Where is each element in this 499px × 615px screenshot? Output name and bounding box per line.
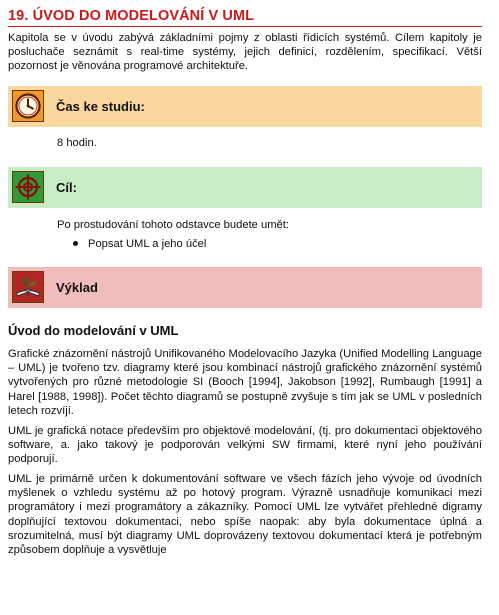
section-paragraph-1: Grafické znázornění nástrojů Unifikovaného Modelovacího Jazyka (Unified Modelling Language – UML) je tvořeno tzv. diagramy které jsou kombinací nástrojů grafického znázornění systémů vytvořených pro různé metodologie SI (Booch [1994], Jakobson [1992], Rumbaugh [1991] a Harel [1988, 1998]). Počet těchto diagramů se postupně zvyšuje s tím jak se UML v posledních letech rozvíjí.: [8, 348, 482, 417]
study-time-band: [8, 86, 482, 127]
section-paragraph-2: UML je grafická notace především pro objektové modelování, (tj. pro dokumentaci objektového software, a. jako takový je podporován velkými SW firmami, které nyní jeho používání podporují.: [8, 425, 482, 466]
chapter-title: 19. ÚVOD DO MODELOVÁNÍ V UML: [8, 8, 255, 24]
section-heading: Úvod do modelování v UML: [8, 323, 179, 338]
explanation-label: Výklad: [56, 280, 98, 295]
chapter-intro: Kapitola se v úvodu zabývá základními pojmy z oblasti řídicích systémů. Cílem kapitoly je posluchače seznámit s real-time systémy, jejich definicí, rozdělením, specifikací. Větší pozornost je věnována programové architektuře.: [8, 32, 482, 73]
goal-band: [8, 167, 482, 208]
study-time-label: Čas ke studiu:: [56, 99, 145, 114]
study-time-value: 8 hodin.: [57, 137, 97, 149]
goal-list-item: [73, 238, 206, 250]
bullet-icon: [73, 241, 78, 246]
goal-intro: Po prostudování tohoto odstavce budete umět:: [57, 219, 289, 231]
goal-item-text: Popsat UML a jeho účel: [88, 238, 207, 250]
clock-icon: [12, 90, 44, 122]
goal-label: Cíl:: [56, 180, 77, 195]
explanation-band: [8, 267, 482, 308]
title-rule: [8, 26, 482, 27]
target-icon: [12, 171, 44, 203]
book-icon: [12, 271, 44, 303]
section-paragraph-3: UML je primárně určen k dokumentování software ve všech fázích jeho vývoje od úvodních myšlenek o vzhledu systému až po hotový program. Výrazně usnadňuje komunikaci mezi programátory i mezi programátory a zákazníky. Pomocí UML lze vytvářet přehledné digramy doplňující textovou dokumentaci, nebo spíše naopak: aby byla dokumentace úplná a srozumitelná, musí být diagramy UML doprovázeny textovou dokumentací která je potřebným způsobem doplňuje a vysvětluje: [8, 473, 482, 557]
